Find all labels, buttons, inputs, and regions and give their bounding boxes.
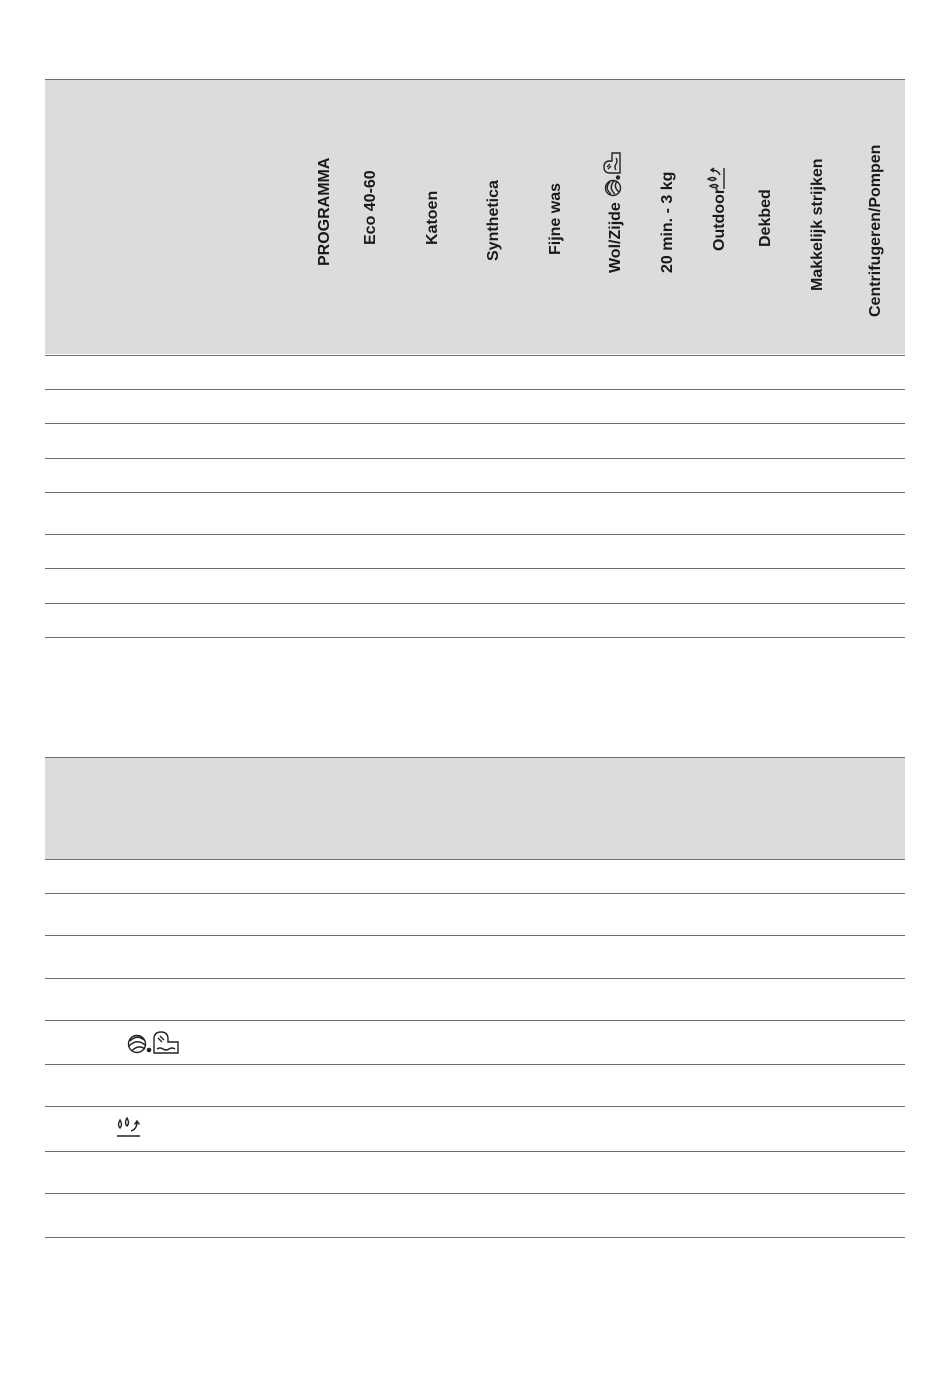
header-fijne-was: Fijne was bbox=[547, 182, 564, 255]
table-row bbox=[45, 492, 905, 493]
table-header bbox=[45, 80, 905, 354]
table-row bbox=[45, 423, 905, 424]
table-row bbox=[45, 978, 905, 979]
table-row bbox=[45, 1020, 905, 1021]
header-makkelijk-strijken: Makkelijk strijken bbox=[809, 158, 826, 291]
table-row bbox=[45, 355, 905, 356]
header-20-min-3-kg: 20 min. - 3 kg bbox=[659, 171, 676, 273]
outdoor-icon bbox=[115, 1116, 143, 1142]
table-row bbox=[45, 1106, 905, 1107]
table-header bbox=[45, 758, 905, 859]
table-row bbox=[45, 389, 905, 390]
table-row bbox=[45, 1064, 905, 1065]
outdoor-icon bbox=[704, 164, 728, 192]
header-outdoor: Outdoor bbox=[711, 187, 728, 251]
table-bottom-border bbox=[45, 637, 905, 638]
table-row bbox=[45, 458, 905, 459]
header-wol-zijde: Wol/Zijde bbox=[607, 202, 624, 273]
table-row bbox=[45, 1151, 905, 1152]
wool-handwash-icon bbox=[126, 1029, 182, 1057]
header-centrifugeren-pompen: Centrifugeren/Pompen bbox=[867, 144, 884, 317]
table-row bbox=[45, 859, 905, 860]
table-row bbox=[45, 534, 905, 535]
table-row bbox=[45, 935, 905, 936]
header-katoen: Katoen bbox=[424, 190, 441, 245]
table-row bbox=[45, 1193, 905, 1194]
table-row bbox=[45, 893, 905, 894]
table-row bbox=[45, 568, 905, 569]
table-bottom-border bbox=[45, 1237, 905, 1238]
header-eco-40-60: Eco 40-60 bbox=[362, 170, 379, 245]
wool-handwash-icon bbox=[598, 143, 628, 197]
table-row bbox=[45, 603, 905, 604]
header-programma: PROGRAMMA bbox=[316, 157, 333, 266]
header-synthetica: Synthetica bbox=[485, 180, 502, 261]
header-dekbed: Dekbed bbox=[757, 189, 774, 247]
